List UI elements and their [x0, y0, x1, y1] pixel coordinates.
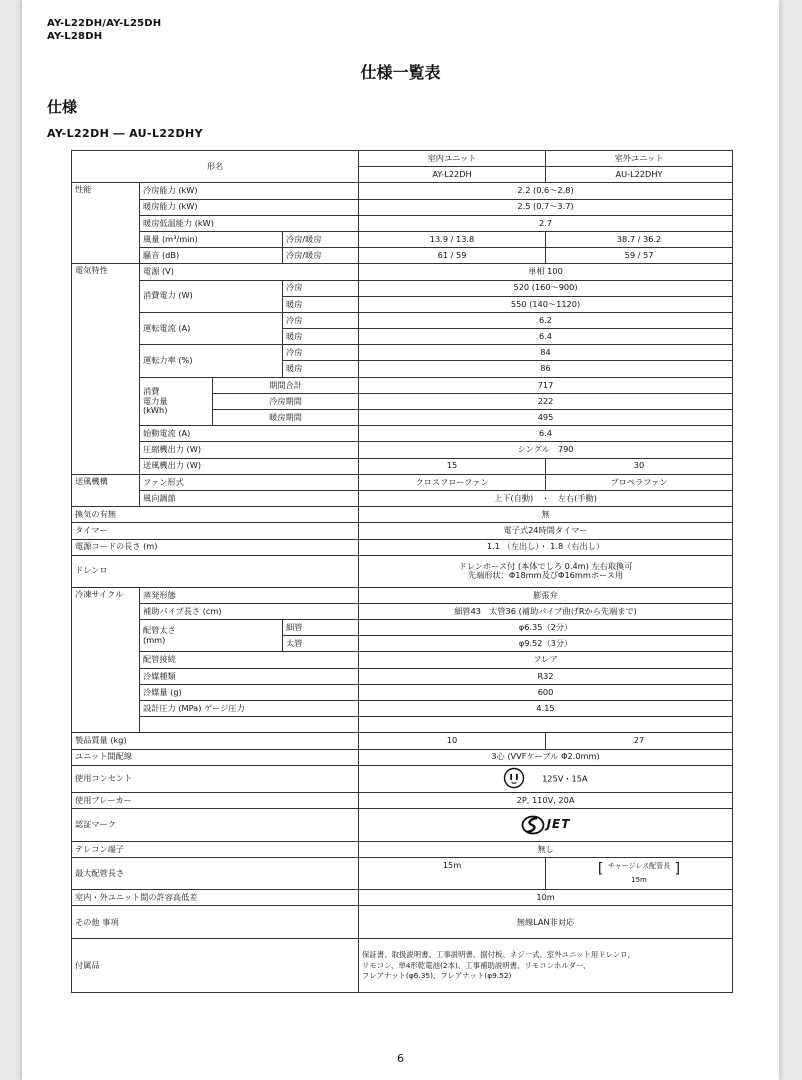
page-number: 6 — [397, 1052, 404, 1065]
chargeless-value — [546, 858, 733, 890]
spec-label: 風量 (m³/min) — [140, 231, 283, 247]
table-row — [72, 792, 733, 808]
spec-value: 2.7 — [359, 215, 733, 231]
spec-value: φ6.35（2分） — [359, 620, 733, 636]
table-row — [72, 906, 733, 939]
table-row — [72, 808, 733, 841]
spec-value: 4.15 — [359, 701, 733, 717]
spec-label: 運転電流 (A) — [140, 312, 283, 344]
spec-label: 電源 (V) — [140, 264, 359, 280]
table-row — [72, 717, 733, 733]
spec-label: 騒音 (dB) — [140, 248, 283, 264]
spec-value: 6.2 — [359, 312, 733, 328]
document-page — [22, 0, 779, 1080]
outlet-rating: 125V・15A — [542, 773, 588, 784]
table-row — [72, 474, 733, 490]
spec-value: 10m — [359, 890, 733, 906]
table-row — [72, 668, 733, 684]
spec-value: 13.9 / 13.8 — [359, 231, 546, 247]
spec-sublabel: 冷房/暖房 — [283, 248, 359, 264]
spec-sublabel: 細管 — [283, 620, 359, 636]
table-row — [72, 587, 733, 603]
spec-label: タイマー — [72, 523, 359, 539]
outdoor-model: AU-L22DHY — [546, 167, 733, 183]
table-row — [72, 890, 733, 906]
drain-value — [359, 555, 733, 587]
spec-label: テレコン端子 — [72, 841, 359, 857]
spec-value: 38.7 / 36.2 — [546, 231, 733, 247]
spec-label: ドレンロ — [72, 555, 359, 587]
table-row — [72, 733, 733, 749]
spec-sublabel: 期間合計 — [213, 377, 359, 393]
indoor-unit-header: 室内ユニット — [359, 151, 546, 167]
section-heading: 仕様 — [47, 98, 78, 116]
model-header-line2: AY-L28DH — [47, 31, 103, 42]
model-pair: AY-L22DH ― AU-L22DHY — [47, 127, 203, 140]
spec-label: 配管接続 — [140, 652, 359, 668]
table-row — [72, 523, 733, 539]
pipe-size-label-line: (mm) — [143, 634, 166, 645]
spec-value: 59 / 57 — [546, 248, 733, 264]
spec-label: 風向調節 — [140, 490, 359, 506]
spec-sublabel: 暖房 — [283, 329, 359, 345]
spec-value: 495 — [359, 410, 733, 426]
table-row — [72, 312, 733, 328]
spec-value: プロペラファン — [546, 474, 733, 490]
spec-value: 600 — [359, 684, 733, 700]
spec-sublabel: 冷房 — [283, 280, 359, 296]
spec-value: 細管43 太管36 (補助パイプ曲げRから先端まで) — [359, 603, 733, 619]
spec-label: 付属品 — [72, 939, 359, 993]
spec-sublabel: 暖房期間 — [213, 410, 359, 426]
spec-label: 使用ブレーカー — [72, 792, 359, 808]
spec-sublabel: 冷房 — [283, 345, 359, 361]
table-row — [72, 345, 733, 361]
pipe-size-label — [140, 620, 283, 652]
energy-label-line: 電力量 — [143, 395, 168, 406]
spec-sublabel: 冷房/暖房 — [283, 231, 359, 247]
chargeless-length: 15m — [631, 876, 647, 885]
spec-value: 6.4 — [359, 426, 733, 442]
spec-value: 27 — [546, 733, 733, 749]
table-row — [72, 652, 733, 668]
model-header-line1: AY-L22DH/AY-L25DH — [47, 18, 162, 29]
jet-logo-icon — [521, 815, 571, 835]
table-row — [72, 841, 733, 857]
table-row — [72, 215, 733, 231]
table-row — [72, 248, 733, 264]
spec-label: 製品質量 (kg) — [72, 733, 359, 749]
spec-value: 無線LAN非対応 — [359, 906, 733, 939]
table-row — [72, 620, 733, 636]
spec-value: 222 — [359, 393, 733, 409]
spec-spacer-value — [359, 717, 733, 733]
spec-value: 2.5 (0.7～3.7) — [359, 199, 733, 215]
spec-sublabel: 太管 — [283, 636, 359, 652]
indoor-model: AY-L22DH — [359, 167, 546, 183]
chargeless-label: チャージレス配管長 — [607, 862, 671, 871]
spec-label: 電源コードの長さ (m) — [72, 539, 359, 555]
spec-label: 冷房能力 (kW) — [140, 183, 359, 199]
spec-value: 無 — [359, 507, 733, 523]
spec-label: 最大配管長さ — [72, 858, 359, 890]
spec-value: 30 — [546, 458, 733, 474]
spec-value: クロスフローファン — [359, 474, 546, 490]
energy-label — [140, 377, 213, 426]
certification-value — [359, 808, 733, 841]
page-title: 仕様一覧表 — [360, 63, 441, 82]
spec-label: 室内・外ユニット間の許容高低差 — [72, 890, 359, 906]
table-row — [72, 539, 733, 555]
table-row — [72, 151, 733, 167]
energy-label-line: 消費 — [143, 386, 160, 397]
spec-value: 15 — [359, 458, 546, 474]
table-row — [72, 490, 733, 506]
jet-logo-text: JET — [546, 817, 571, 832]
spec-value: 15m — [359, 858, 546, 890]
table-row — [72, 183, 733, 199]
spec-label: ファン形式 — [140, 474, 359, 490]
table-row — [72, 684, 733, 700]
spec-label: 送風機出力 (W) — [140, 458, 359, 474]
spec-value: 550 (140～1120) — [359, 296, 733, 312]
table-row — [72, 458, 733, 474]
table-row — [72, 765, 733, 792]
spec-value: 717 — [359, 377, 733, 393]
spec-value: シングル 790 — [359, 442, 733, 458]
spec-value: 3心 (VVFケーブル Φ2.0mm) — [359, 749, 733, 765]
spec-value: R32 — [359, 668, 733, 684]
table-row — [72, 939, 733, 993]
spec-value: 10 — [359, 733, 546, 749]
category-fan: 送風機構 — [72, 474, 140, 506]
table-row — [72, 507, 733, 523]
spec-value: 上下(自動) ・ 左右(手動) — [359, 490, 733, 506]
spec-value: 86 — [359, 361, 733, 377]
category-performance: 性能 — [72, 183, 140, 264]
table-row — [72, 442, 733, 458]
spec-value: 単相 100 — [359, 264, 733, 280]
spec-value: φ9.52（3分） — [359, 636, 733, 652]
spec-sublabel: 冷房 — [283, 312, 359, 328]
spec-label: 使用コンセント — [72, 765, 359, 792]
spec-label: 運転力率 (%) — [140, 345, 283, 377]
spec-value: 6.4 — [359, 329, 733, 345]
spec-label: 認証マーク — [72, 808, 359, 841]
table-row — [72, 264, 733, 280]
spec-value: 2.2 (0.6～2.8) — [359, 183, 733, 199]
spec-value: 520 (160～900) — [359, 280, 733, 296]
accessories-value — [359, 939, 733, 993]
table-row — [72, 555, 733, 587]
accessories-line: 保証書、取扱説明書、工事説明書、据付板、ネジ一式、室外ユニット用ドレンロ、 — [362, 950, 635, 960]
energy-label-line: (kWh) — [143, 405, 168, 416]
spec-label: 暖房能力 (kW) — [140, 199, 359, 215]
spec-sublabel: 冷房期間 — [213, 393, 359, 409]
spec-value: 84 — [359, 345, 733, 361]
spec-sublabel: 暖房 — [283, 296, 359, 312]
table-row — [72, 603, 733, 619]
category-electrical: 電気特性 — [72, 264, 140, 474]
spec-label: 暖房低温能力 (kW) — [140, 215, 359, 231]
spec-spacer — [140, 717, 359, 733]
spec-label: その他 事項 — [72, 906, 359, 939]
table-row — [72, 701, 733, 717]
bracket-left-icon: [ — [597, 861, 604, 878]
spec-label: 補助パイプ長さ (cm) — [140, 603, 359, 619]
spec-table — [71, 150, 733, 993]
drain-value-line: 先端形状：Φ18mm及びΦ16mmホース用 — [467, 570, 624, 581]
spec-label: 設計圧力 (MPa) ゲージ圧力 — [140, 701, 359, 717]
table-row — [72, 199, 733, 215]
spec-value: 膨張弁 — [359, 587, 733, 603]
spec-label: ユニット間配線 — [72, 749, 359, 765]
spec-label: 始動電流 (A) — [140, 426, 359, 442]
table-row — [72, 280, 733, 296]
spec-value: 1.1 （左出し）・ 1.8（右出し） — [359, 539, 733, 555]
model-label: 形名 — [72, 151, 359, 183]
spec-value: 電子式24時間タイマー — [359, 523, 733, 539]
table-row — [72, 858, 733, 890]
accessories-line: リモコン、単4形乾電池(2本)、工事補助説明書、リモコンホルダー、 — [362, 960, 591, 970]
spec-label: 冷媒種類 — [140, 668, 359, 684]
table-row — [72, 749, 733, 765]
spec-label: 換気の有無 — [72, 507, 359, 523]
outlet-value — [359, 765, 733, 792]
category-refrigeration: 冷凍サイクル — [72, 587, 140, 733]
accessories-line: フレアナット(φ6.35)、フレアナット(φ9.52) — [362, 970, 512, 980]
outlet-icon — [503, 767, 525, 791]
outdoor-unit-header: 室外ユニット — [546, 151, 733, 167]
spec-label: 圧縮機出力 (W) — [140, 442, 359, 458]
drain-value-line: ドレンホース付 (本体でしろ 0.4m) 左右取換可 — [458, 560, 633, 571]
spec-value: 無し — [359, 841, 733, 857]
table-row — [72, 231, 733, 247]
spec-value: フレア — [359, 652, 733, 668]
table-row — [72, 426, 733, 442]
pipe-size-label-line: 配管太さ — [143, 625, 176, 636]
spec-label: 蒸発形態 — [140, 587, 359, 603]
spec-value: 2P, 110V, 20A — [359, 792, 733, 808]
bracket-right-icon: ] — [674, 861, 681, 878]
spec-value: 61 / 59 — [359, 248, 546, 264]
spec-sublabel: 暖房 — [283, 361, 359, 377]
spec-label: 冷媒量 (g) — [140, 684, 359, 700]
spec-label: 消費電力 (W) — [140, 280, 283, 312]
table-row — [72, 377, 733, 393]
